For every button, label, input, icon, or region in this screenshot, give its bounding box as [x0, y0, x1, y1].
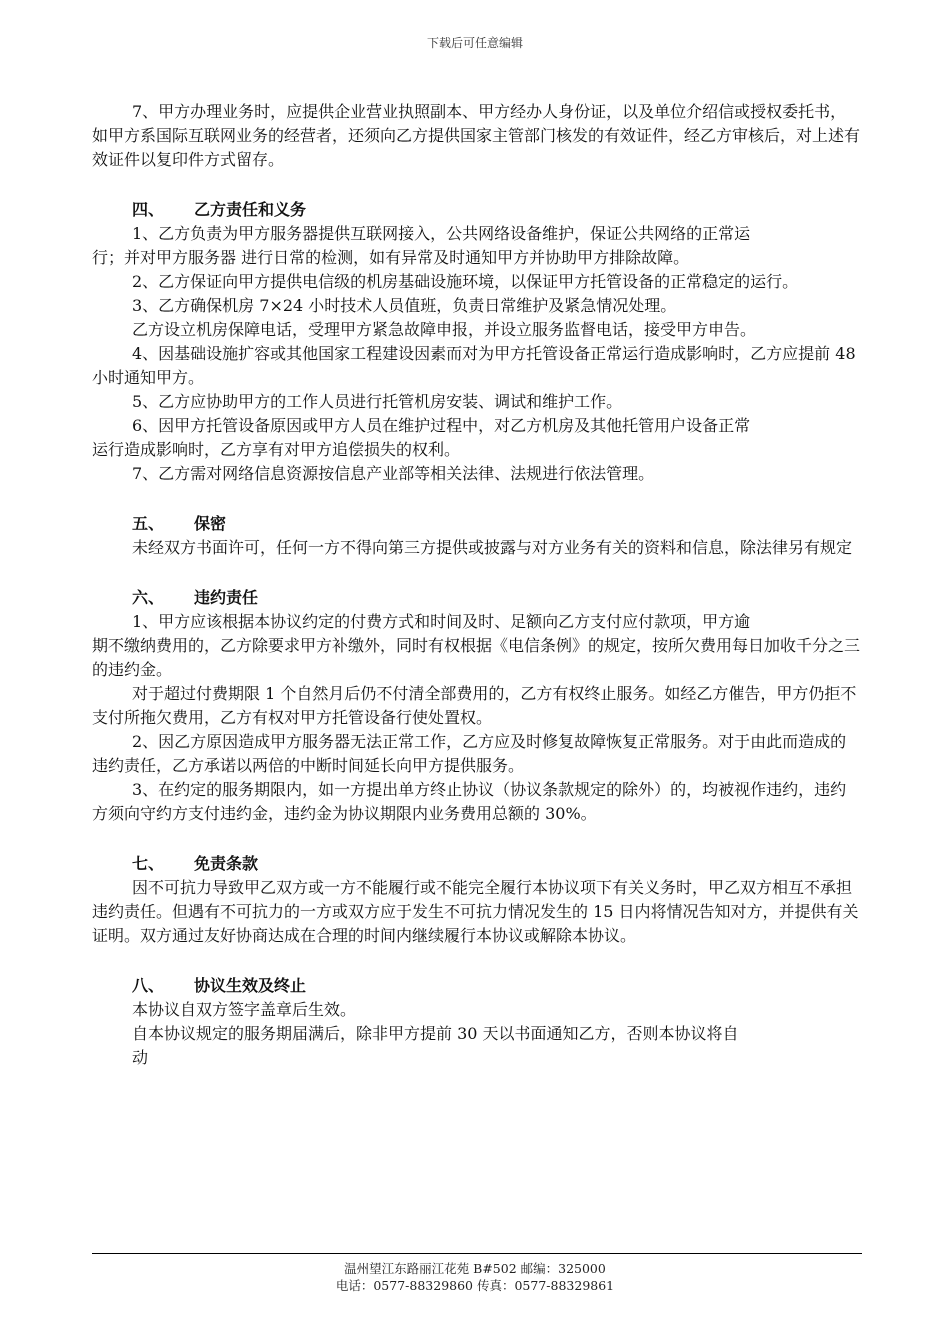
clause-4-1-text: 1、乙方负责为甲方服务器提供互联网接入，公共网络设备维护，保证公共网络的正常运	[132, 224, 751, 243]
footer-address: 温州望江东路丽江花苑 B#502 邮编：325000	[344, 1261, 606, 1276]
clause-6-1-cont: 期不缴纳费用的，乙方除要求甲方补缴外，同时有权根据《电信条例》的规定，按所欠费用每日加收千分之三的违约金。	[92, 636, 861, 679]
page-footer	[0, 1260, 950, 1294]
footer-divider	[92, 1253, 862, 1254]
clause-4-1-line	[92, 222, 862, 246]
section-6-title: 违约责任	[194, 588, 259, 607]
section-4-number: 四、	[132, 200, 165, 219]
clause-4-3: 3、乙方确保机房 7×24 小时技术人员值班，负责日常维护及紧急情况处理。	[132, 296, 677, 315]
clause-8-text-2	[92, 1022, 862, 1046]
clause-6-1-c: 对于超过付费期限 1 个自然月后仍不付清全部费用的，乙方有权终止服务。如经乙方催告，甲方仍拒不支付所拖欠费用，乙方有权对甲方托管设备行使处置权。	[92, 684, 857, 727]
clause-8-text-1: 本协议自双方签字盖章后生效。	[132, 1000, 357, 1019]
section-6-number: 六、	[132, 588, 165, 607]
clause-4-6-line	[92, 414, 862, 438]
section-5-title: 保密	[194, 514, 227, 533]
section-4-heading	[92, 198, 862, 222]
clause-4-6-text: 6、因甲方托管设备原因或甲方人员在维护过程中，对乙方机房及其他托管用户设备正常	[132, 416, 751, 435]
clause-8-text-2-cont	[92, 1046, 862, 1070]
clause-4-2: 2、乙方保证向甲方提供电信级的机房基础设施环境，以保证甲方托管设备的正常稳定的运行。	[132, 272, 799, 291]
clause-4-5: 5、乙方应协助甲方的工作人员进行托管机房安装、调试和维护工作。	[132, 392, 623, 411]
section-8-title: 协议生效及终止	[194, 976, 307, 995]
section-7-title: 免责条款	[194, 854, 259, 873]
clause-prev-7: 7、甲方办理业务时，应提供企业营业执照副本、甲方经办人身份证，以及单位介绍信或授权委托书，如甲方系国际互联网业务的经营者，还须向乙方提供国家主管部门核发的有效证件，经乙方审核后，对上述有效证件以复印件方式留存。	[92, 102, 861, 169]
clause-6-1-line	[92, 610, 862, 634]
clause-4-4: 4、因基础设施扩容或其他国家工程建设因素而对为甲方托管设备正常运行造成影响时，乙方应提前 48 小时通知甲方。	[92, 344, 856, 387]
clause-7-text: 因不可抗力导致甲乙双方或一方不能履行或不能完全履行本协议项下有关义务时，甲乙双方相互不承担违约责任。但遇有不可抗力的一方或双方应于发生不可抗力情况发生的 15 日内将情况告知对方，并提供有关证明。双方通过友好协商达成在合理的时间内继续履行本协议或解除本协议。	[92, 878, 859, 945]
clause-6-2: 2、因乙方原因造成甲方服务器无法正常工作，乙方应及时修复故障恢复正常服务。对于由此而造成的违约责任，乙方承诺以两倍的中断时间延长向甲方提供服务。	[92, 732, 847, 775]
section-8-heading	[92, 974, 862, 998]
clause-8-text-2b: 动	[132, 1048, 149, 1067]
clause-6-1-text: 1、甲方应该根据本协议约定的付费方式和时间及时、足额向乙方支付应付款项，甲方逾	[132, 612, 751, 631]
section-8-number: 八、	[132, 976, 165, 995]
section-7-heading	[92, 852, 862, 876]
footer-phone: 电话：0577-88329860 传真：0577-88329861	[335, 1278, 615, 1293]
clause-5-text: 未经双方书面许可，任何一方不得向第三方提供或披露与对方业务有关的资料和信息，除法律另有规定	[132, 538, 853, 557]
clause-4-3-b: 乙方设立机房保障电话，受理甲方紧急故障申报，并设立服务监督电话，接受甲方申告。	[132, 320, 757, 339]
clause-4-7: 7、乙方需对网络信息资源按信息产业部等相关法律、法规进行依法管理。	[132, 464, 655, 483]
section-6-heading	[92, 586, 862, 610]
clause-8-text-2a: 自本协议规定的服务期届满后，除非甲方提前 30 天以书面通知乙方，否则本协议将自	[132, 1024, 739, 1043]
section-5-heading	[92, 512, 862, 536]
section-5-number: 五、	[132, 514, 165, 533]
clause-6-3: 3、在约定的服务期限内，如一方提出单方终止协议（协议条款规定的除外）的，均被视作违约，违约方须向守约方支付违约金，违约金为协议期限内业务费用总额的 30%。	[92, 780, 847, 823]
document-body	[92, 100, 862, 1070]
page-header: 下载后可任意编辑	[426, 36, 523, 50]
section-7-number: 七、	[132, 854, 165, 873]
clause-4-1-cont: 行；并对甲方服务器 进行日常的检测，如有异常及时通知甲方并协助甲方排除故障。	[92, 248, 690, 267]
clause-4-6-cont: 运行造成影响时，乙方享有对甲方追偿损失的权利。	[92, 440, 461, 459]
section-4-title: 乙方责任和义务	[194, 200, 307, 219]
